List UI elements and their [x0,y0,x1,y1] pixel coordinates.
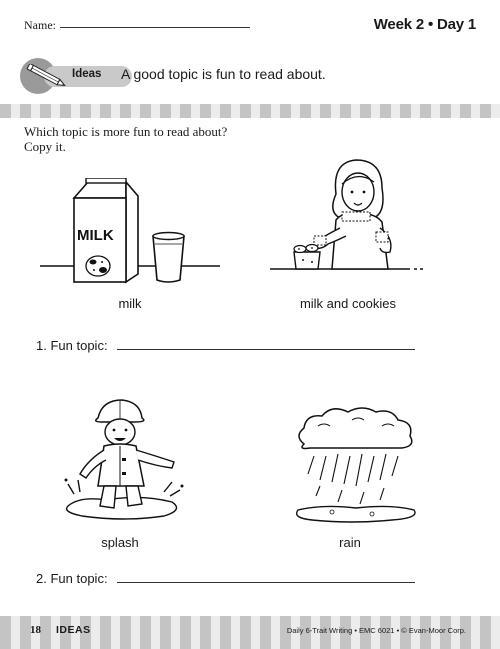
fun-topic-label: Fun topic: [50,571,108,586]
name-label: Name: [24,18,56,32]
pencil-icon [24,64,70,88]
name-write-line[interactable] [60,27,250,28]
fun-topic-answer-line-1[interactable] [117,349,415,350]
choice-caption-rain: rain [339,535,361,550]
fun-topic-answer-line-2[interactable] [117,582,415,583]
choice-caption-milk-and-cookies: milk and cookies [299,296,397,311]
choice-caption-milk: milk [118,296,142,311]
instruction-copy: Copy it. [24,139,66,154]
fun-topic-row-2 [36,571,108,586]
ideas-badge [20,58,112,94]
page-number: 18 [30,624,41,636]
footer-credit: Daily 6-Trait Writing • EMC 6021 • © Evan-Moor Corp. [286,626,466,635]
week-day-title: Week 2 • Day 1 [373,16,476,33]
item-number: 2. [36,571,47,586]
badge-label: Ideas [72,68,102,80]
rain-picture[interactable] [292,404,422,524]
item-number: 1. [36,338,47,353]
tagline: A good topic is fun to read about. [121,66,326,82]
instruction-question: Which topic is more fun to read about? [24,124,228,139]
footer-section-label: IDEAS [56,624,91,636]
fun-topic-label: Fun topic: [50,338,108,353]
choice-caption-splash: splash [101,535,139,550]
splash-picture[interactable] [60,398,190,528]
fun-topic-row-1 [36,338,108,353]
milk-and-cookies-picture[interactable] [270,156,426,286]
top-stripe-divider [0,104,500,118]
milk-picture[interactable] [40,178,220,290]
instructions [24,124,227,154]
carton-label: MILK [77,227,114,244]
